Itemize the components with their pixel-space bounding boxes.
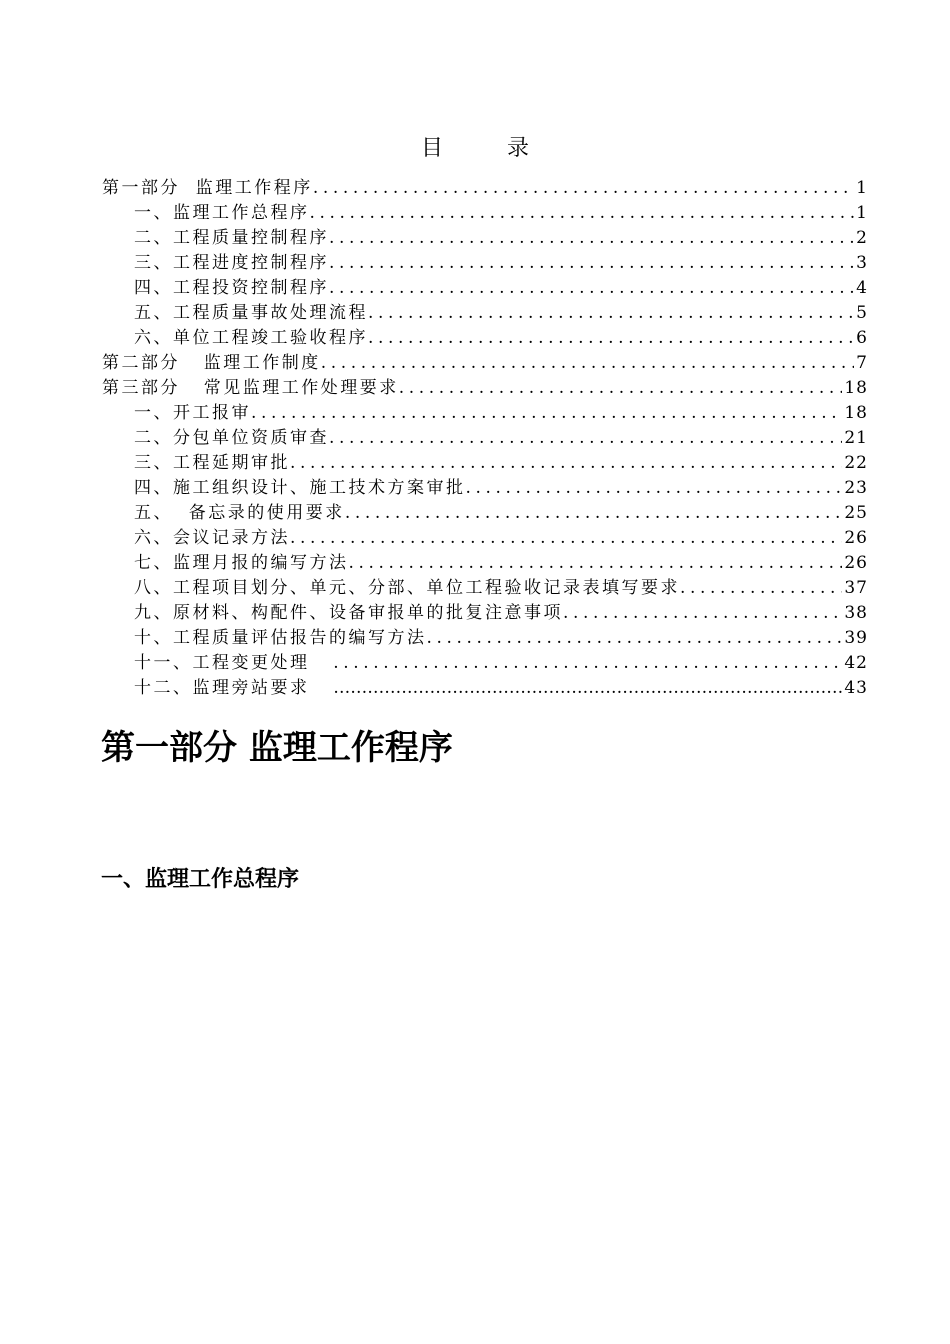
toc-entry-page: 26 <box>844 553 868 573</box>
toc-entry-page: 22 <box>844 453 868 473</box>
toc-entry[interactable] <box>102 173 868 198</box>
toc-leader-dots <box>333 653 842 673</box>
toc-entry[interactable] <box>102 298 868 323</box>
toc-entry-label: 二、分包单位资质审查 <box>134 428 329 448</box>
toc-entry-page: 23 <box>844 478 868 498</box>
toc-leader-dots <box>680 578 842 598</box>
toc-entry-label: 第二部分 监理工作制度 <box>102 353 321 373</box>
toc-leader-dots <box>368 328 854 348</box>
toc-entry[interactable] <box>102 223 868 248</box>
toc-leader-dots <box>345 503 843 523</box>
toc-entry-page: 43 <box>844 678 868 698</box>
toc-leader-dots <box>313 178 854 198</box>
toc-leader-dots <box>349 553 843 573</box>
toc-entry-page: 4 <box>856 278 868 298</box>
toc-entry[interactable] <box>102 448 868 473</box>
toc-leader-dots <box>329 228 854 248</box>
toc-entry-page: 6 <box>856 328 868 348</box>
toc-entry[interactable] <box>102 348 868 373</box>
toc-entry-label: 三、工程进度控制程序 <box>134 253 329 273</box>
toc-leader-dots <box>466 478 843 498</box>
toc-entry[interactable] <box>102 473 868 498</box>
toc-entry[interactable] <box>102 523 868 548</box>
toc-entry-label: 六、会议记录方法 <box>134 528 290 548</box>
toc-entry[interactable] <box>102 198 868 223</box>
toc-entry[interactable] <box>102 573 868 598</box>
toc-leader-dots <box>329 253 854 273</box>
toc-entry-label: 一、开工报审 <box>134 403 251 423</box>
toc-entry-page: 5 <box>856 303 868 323</box>
toc-entry[interactable] <box>102 273 868 298</box>
toc-entry-label: 九、原材料、构配件、设备审报单的批复注意事项 <box>134 603 563 623</box>
toc-entry-page: 21 <box>844 428 868 448</box>
toc-entry[interactable] <box>102 398 868 423</box>
toc-entry[interactable] <box>102 498 868 523</box>
toc-leader-dots <box>563 603 842 623</box>
toc-entry-label: 十一、工程变更处理 <box>134 653 334 673</box>
toc-title: 目录 <box>420 136 593 161</box>
toc-entry-page: 39 <box>844 628 868 648</box>
toc-leader-dots <box>290 453 842 473</box>
toc-entry[interactable] <box>102 648 868 673</box>
toc-entry-page: 3 <box>856 253 868 273</box>
toc-leader-dots <box>310 203 855 223</box>
toc-entry-label: 八、工程项目划分、单元、分部、单位工程验收记录表填写要求 <box>134 578 680 598</box>
toc-entry-page: 37 <box>844 578 868 598</box>
toc-entry[interactable] <box>102 673 868 698</box>
toc-entry-label: 三、工程延期审批 <box>134 453 290 473</box>
toc-entry-label: 第三部分 常见监理工作处理要求 <box>102 378 399 398</box>
toc-entry-page: 7 <box>856 353 868 373</box>
toc-entry-label: 七、监理月报的编写方法 <box>134 553 349 573</box>
toc-entry-label: 十、工程质量评估报告的编写方法 <box>134 628 427 648</box>
toc-leader-dots <box>290 528 842 548</box>
toc-entry-label: 六、单位工程竣工验收程序 <box>134 328 368 348</box>
toc-leader-dots <box>321 353 854 373</box>
toc-entry[interactable] <box>102 423 868 448</box>
toc-entry[interactable] <box>102 248 868 273</box>
toc-entry-page: 25 <box>844 503 868 523</box>
toc-entry-label: 五、工程质量事故处理流程 <box>134 303 368 323</box>
toc-entry-page: 26 <box>844 528 868 548</box>
toc-entry-label: 四、施工组织设计、施工技术方案审批 <box>134 478 466 498</box>
toc-leader-dots <box>399 378 843 398</box>
toc-entry-page: 1 <box>856 203 868 223</box>
toc-entry-page: 18 <box>844 403 868 423</box>
toc-entry[interactable] <box>102 548 868 573</box>
part-heading: 第一部分 监理工作程序 <box>101 728 453 768</box>
toc-entry-page: 2 <box>856 228 868 248</box>
toc-entry-page: 42 <box>844 653 868 673</box>
toc-leader-dots <box>329 428 842 448</box>
toc-entry-page: 18 <box>844 378 868 398</box>
toc-entry-label: 第一部分 监理工作程序 <box>102 178 313 198</box>
toc-entry[interactable] <box>102 373 868 398</box>
toc-entry[interactable] <box>102 323 868 348</box>
toc-entry[interactable] <box>102 623 868 648</box>
toc-entry[interactable] <box>102 598 868 623</box>
toc-entry-label: 一、监理工作总程序 <box>134 203 310 223</box>
toc-leader-dots <box>251 403 842 423</box>
toc-leader-dots <box>333 678 842 698</box>
table-of-contents <box>102 173 868 698</box>
toc-entry-label: 十二、监理旁站要求 <box>134 678 334 698</box>
toc-entry-page: 1 <box>856 178 868 198</box>
section-heading: 一、监理工作总程序 <box>101 867 300 892</box>
toc-entry-label: 五、 备忘录的使用要求 <box>134 503 345 523</box>
toc-leader-dots <box>368 303 854 323</box>
toc-entry-page: 38 <box>844 603 868 623</box>
toc-leader-dots <box>329 278 854 298</box>
toc-entry-label: 四、工程投资控制程序 <box>134 278 329 298</box>
toc-entry-label: 二、工程质量控制程序 <box>134 228 329 248</box>
toc-leader-dots <box>427 628 843 648</box>
